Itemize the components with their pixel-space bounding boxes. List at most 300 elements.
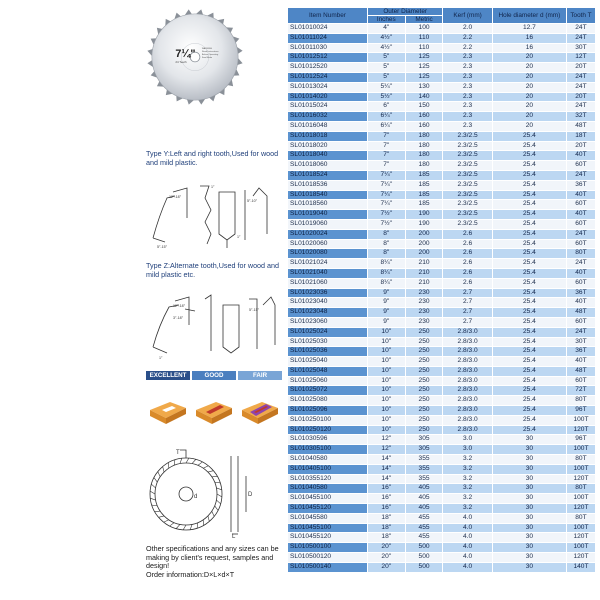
cell-tooth: 48T <box>566 308 595 318</box>
cell-tooth: 40T <box>566 298 595 308</box>
cell-kerf: 4.0 <box>443 523 492 533</box>
cell-in: 18" <box>367 533 405 543</box>
cell-kerf: 2.3/2.5 <box>443 131 492 141</box>
cell-tooth: 24T <box>566 33 595 43</box>
cell-mm: 405 <box>405 504 443 514</box>
cell-in: 10" <box>367 406 405 416</box>
cell-item: SL01012524 <box>288 72 368 82</box>
cell-hole: 25.4 <box>492 268 566 278</box>
cell-in: 20" <box>367 553 405 563</box>
table-row <box>288 33 596 43</box>
cell-in: 7¼" <box>367 190 405 200</box>
cell-mm: 500 <box>405 553 443 563</box>
table-row <box>288 308 596 318</box>
table-row <box>288 24 596 34</box>
blade-warning-2: Before Operating <box>201 54 219 57</box>
cell-item: SL01018018 <box>288 131 368 141</box>
cell-item: SL01030596 <box>288 435 368 445</box>
cell-mm: 405 <box>405 494 443 504</box>
dimension-tooth <box>159 516 164 517</box>
dimension-tooth <box>150 498 155 500</box>
cell-item: SL01019040 <box>288 210 368 220</box>
cell-tooth: 32T <box>566 112 595 122</box>
cell-mm: 100 <box>405 24 443 34</box>
cell-tooth: 24T <box>566 170 595 180</box>
table-row <box>288 494 596 504</box>
table-row <box>288 210 596 220</box>
cell-tooth: 24T <box>566 82 595 92</box>
cell-tooth: 24T <box>566 229 595 239</box>
cell-tooth: 18T <box>566 131 595 141</box>
cell-hole: 30 <box>492 513 566 523</box>
table-row <box>288 484 596 494</box>
table-row <box>288 327 596 337</box>
blade-warning-3: Saw Blade <box>201 56 213 59</box>
cell-hole: 25.4 <box>492 278 566 288</box>
cell-hole: 20 <box>492 82 566 92</box>
cell-tooth: 60T <box>566 376 595 386</box>
cell-mm: 210 <box>405 268 443 278</box>
type-y-angle-0: 12°-18° <box>169 195 182 199</box>
table-row <box>288 425 596 435</box>
cell-mm: 355 <box>405 474 443 484</box>
cell-kerf: 2.6 <box>443 278 492 288</box>
cell-item: SL01019060 <box>288 219 368 229</box>
dimension-tooth <box>151 484 155 488</box>
cell-kerf: 2.3/2.5 <box>443 141 492 151</box>
type-z-angle-0: 12°-18° <box>173 304 186 308</box>
cell-hole: 20 <box>492 121 566 131</box>
table-row <box>288 562 596 572</box>
cell-tooth: 20T <box>566 92 595 102</box>
cell-tooth: 36T <box>566 288 595 298</box>
cell-tooth: 60T <box>566 239 595 249</box>
type-z-angle-1: 3°-18° <box>173 316 184 320</box>
cell-item: SL010250100 <box>288 415 368 425</box>
cell-item: SL010500140 <box>288 562 368 572</box>
cell-in: 16" <box>367 484 405 494</box>
cell-tooth: 48T <box>566 366 595 376</box>
cell-tooth: 120T <box>566 425 595 435</box>
table-row <box>288 219 596 229</box>
dimension-tooth <box>154 478 157 483</box>
cell-hole: 25.4 <box>492 298 566 308</box>
cell-hole: 25.4 <box>492 425 566 435</box>
cell-in: 7¼" <box>367 200 405 210</box>
cell-item: SL01021060 <box>288 278 368 288</box>
cell-in: 10" <box>367 396 405 406</box>
dimension-tooth <box>197 523 198 529</box>
cell-tooth: 40T <box>566 151 595 161</box>
table-row <box>288 523 596 533</box>
cell-kerf: 2.8/3.0 <box>443 366 492 376</box>
cell-mm: 500 <box>405 562 443 572</box>
cell-mm: 305 <box>405 435 443 445</box>
cell-mm: 250 <box>405 337 443 347</box>
blade-dimension-diagram <box>146 446 266 538</box>
cell-tooth: 40T <box>566 210 595 220</box>
cell-item: SL01040580 <box>288 455 368 465</box>
header-outer-diameter: Outer Diameter <box>367 8 443 16</box>
cell-in: 10" <box>367 327 405 337</box>
cell-mm: 455 <box>405 523 443 533</box>
cell-item: SL01040580 <box>288 484 368 494</box>
cell-hole: 20 <box>492 112 566 122</box>
cell-kerf: 2.8/3.0 <box>443 347 492 357</box>
cell-in: 20" <box>367 543 405 553</box>
cell-hole: 25.4 <box>492 239 566 249</box>
cell-mm: 185 <box>405 180 443 190</box>
cell-in: 7" <box>367 151 405 161</box>
cell-hole: 30 <box>492 484 566 494</box>
cell-mm: 455 <box>405 513 443 523</box>
cell-kerf: 2.3 <box>443 82 492 92</box>
cell-mm: 210 <box>405 259 443 269</box>
cell-in: 5¼" <box>367 82 405 92</box>
dimension-tooth <box>216 500 220 504</box>
type-z-description: Type Z:Alternate tooth,Used for wood and mild plastic etc. <box>146 261 280 279</box>
notes-order-info: Order information:D×L×d×T <box>146 569 235 579</box>
cell-hole: 30 <box>492 445 566 455</box>
cell-tooth: 80T <box>566 455 595 465</box>
cell-mm: 250 <box>405 327 443 337</box>
cell-tooth: 20T <box>566 141 595 151</box>
dimension-tooth <box>215 506 218 511</box>
cell-kerf: 3.2 <box>443 455 492 465</box>
left-panel <box>0 0 285 600</box>
cell-hole: 25.4 <box>492 396 566 406</box>
cell-mm: 405 <box>405 484 443 494</box>
cell-hole: 25.4 <box>492 249 566 259</box>
cell-kerf: 2.3/2.5 <box>443 151 492 161</box>
table-row <box>288 259 596 269</box>
table-row <box>288 366 596 376</box>
cell-item: SL010405100 <box>288 464 368 474</box>
cell-tooth: 80T <box>566 249 595 259</box>
dimension-tooth <box>174 460 175 466</box>
type-z-tooth-diagram <box>145 289 283 363</box>
dim-label-l: L <box>232 534 236 538</box>
cell-item: SL01018020 <box>288 141 368 151</box>
cell-in: 7½" <box>367 219 405 229</box>
cell-item: SL01016048 <box>288 121 368 131</box>
cell-mm: 250 <box>405 406 443 416</box>
dimension-tooth <box>180 458 182 463</box>
cell-item: SL01013024 <box>288 82 368 92</box>
cell-tooth: 120T <box>566 553 595 563</box>
table-row <box>288 347 596 357</box>
cell-hole: 20 <box>492 63 566 73</box>
cell-kerf: 2.6 <box>443 259 492 269</box>
table-row <box>288 151 596 161</box>
type-z-angle-3: 1° <box>159 356 163 360</box>
cell-kerf: 2.3 <box>443 72 492 82</box>
table-row <box>288 474 596 484</box>
spec-table <box>287 7 596 573</box>
cell-in: 6" <box>367 102 405 112</box>
type-y-tooth-diagram <box>145 178 283 252</box>
table-row <box>288 102 596 112</box>
cell-item: SL01025072 <box>288 386 368 396</box>
cell-kerf: 4.0 <box>443 553 492 563</box>
type-y-angle-3: 1° <box>211 185 215 189</box>
cell-tooth: 60T <box>566 161 595 171</box>
cell-mm: 355 <box>405 464 443 474</box>
cell-hole: 25.4 <box>492 141 566 151</box>
dimension-tooth <box>212 511 214 516</box>
cell-mm: 250 <box>405 396 443 406</box>
cell-kerf: 3.0 <box>443 445 492 455</box>
cell-hole: 12.7 <box>492 24 566 34</box>
dim-label-d-outer: D <box>248 492 253 498</box>
cell-hole: 25.4 <box>492 190 566 200</box>
table-row <box>288 386 596 396</box>
table-row <box>288 141 596 151</box>
table-row <box>288 396 596 406</box>
cell-tooth: 120T <box>566 533 595 543</box>
cell-mm: 230 <box>405 317 443 327</box>
cell-kerf: 2.6 <box>443 239 492 249</box>
cell-mm: 200 <box>405 229 443 239</box>
cell-in: 7" <box>367 161 405 171</box>
cell-in: 16" <box>367 494 405 504</box>
dimension-tooth <box>158 472 160 477</box>
cell-kerf: 3.0 <box>443 435 492 445</box>
table-row <box>288 553 596 563</box>
cell-kerf: 2.6 <box>443 268 492 278</box>
quality-good-label: GOOD <box>192 371 236 380</box>
cell-kerf: 2.7 <box>443 308 492 318</box>
cell-mm: 190 <box>405 219 443 229</box>
cell-item: SL01011024 <box>288 33 368 43</box>
cell-mm: 125 <box>405 72 443 82</box>
cell-tooth: 30T <box>566 43 595 53</box>
notes-custom-sizes: Other specifications and any sizes can be making by client's request, samples and design! <box>146 544 279 571</box>
cell-kerf: 4.0 <box>443 513 492 523</box>
header-metric: Metric <box>405 16 443 24</box>
cell-kerf: 2.8/3.0 <box>443 337 492 347</box>
cell-kerf: 2.3/2.5 <box>443 170 492 180</box>
quality-fair-image <box>238 382 282 435</box>
cell-tooth: 96T <box>566 435 595 445</box>
dimension-tooth <box>198 462 203 465</box>
cell-hole: 30 <box>492 474 566 484</box>
table-row <box>288 278 596 288</box>
cell-tooth: 80T <box>566 513 595 523</box>
cell-hole: 25.4 <box>492 151 566 161</box>
table-row <box>288 161 596 171</box>
type-y-angle-2: 5°-10° <box>247 199 258 203</box>
cell-item: SL01012520 <box>288 63 368 73</box>
cell-hole: 20 <box>492 53 566 63</box>
blade-warning-0: WARNING <box>201 48 213 51</box>
cell-hole: 25.4 <box>492 170 566 180</box>
cell-in: 10" <box>367 425 405 435</box>
cell-kerf: 3.2 <box>443 484 492 494</box>
cell-in: 14" <box>367 455 405 465</box>
cell-kerf: 2.3 <box>443 53 492 63</box>
cell-mm: 210 <box>405 278 443 288</box>
dimension-tooth <box>208 471 213 472</box>
cell-tooth: 24T <box>566 24 595 34</box>
spec-table-body <box>288 24 596 573</box>
table-row <box>288 543 596 553</box>
cell-mm: 185 <box>405 190 443 200</box>
cell-kerf: 2.2 <box>443 43 492 53</box>
dim-label-t: T <box>176 450 180 456</box>
cell-in: 9" <box>367 298 405 308</box>
cell-hole: 30 <box>492 533 566 543</box>
cell-in: 10" <box>367 386 405 396</box>
dimension-tooth <box>150 491 155 494</box>
cell-kerf: 4.0 <box>443 533 492 543</box>
cell-hole: 16 <box>492 33 566 43</box>
cell-in: 20" <box>367 562 405 572</box>
cell-in: 5" <box>367 63 405 73</box>
cell-tooth: 96T <box>566 406 595 416</box>
cell-kerf: 4.0 <box>443 543 492 553</box>
table-row <box>288 435 596 445</box>
cell-hole: 25.4 <box>492 259 566 269</box>
cell-hole: 25.4 <box>492 200 566 210</box>
cell-mm: 250 <box>405 425 443 435</box>
cell-hole: 25.4 <box>492 180 566 190</box>
quality-good-image <box>192 382 236 435</box>
cell-item: SL01025060 <box>288 376 368 386</box>
cell-in: 6¼" <box>367 112 405 122</box>
table-row <box>288 229 596 239</box>
cell-kerf: 2.7 <box>443 288 492 298</box>
cell-mm: 250 <box>405 415 443 425</box>
cell-item: SL010355120 <box>288 474 368 484</box>
cell-in: 8" <box>367 249 405 259</box>
cell-in: 6¼" <box>367 121 405 131</box>
cell-mm: 180 <box>405 131 443 141</box>
cell-mm: 250 <box>405 386 443 396</box>
table-row <box>288 170 596 180</box>
table-row <box>288 357 596 367</box>
cell-item: SL01018560 <box>288 200 368 210</box>
cell-kerf: 2.7 <box>443 298 492 308</box>
cell-kerf: 2.3 <box>443 121 492 131</box>
dimension-tooth <box>192 459 196 463</box>
cell-kerf: 2.7 <box>443 317 492 327</box>
cell-item: SL010500120 <box>288 553 368 563</box>
cell-mm: 185 <box>405 200 443 210</box>
cell-tooth: 24T <box>566 259 595 269</box>
cell-in: 10" <box>367 337 405 347</box>
cell-tooth: 60T <box>566 200 595 210</box>
cell-item: SL01018040 <box>288 151 368 161</box>
cell-hole: 25.4 <box>492 161 566 171</box>
table-row <box>288 455 596 465</box>
dimension-tooth <box>203 466 208 468</box>
cell-kerf: 2.6 <box>443 229 492 239</box>
cell-in: 10" <box>367 347 405 357</box>
cell-kerf: 3.2 <box>443 504 492 514</box>
cell-item: SL01021024 <box>288 259 368 269</box>
cut-quality-header <box>146 371 282 380</box>
cell-mm: 110 <box>405 33 443 43</box>
cell-hole: 20 <box>492 72 566 82</box>
cell-tooth: 36T <box>566 347 595 357</box>
cell-in: 10" <box>367 357 405 367</box>
table-row <box>288 239 596 249</box>
cell-hole: 25.4 <box>492 415 566 425</box>
table-row <box>288 249 596 259</box>
cell-in: 7" <box>367 131 405 141</box>
cell-in: 8¼" <box>367 259 405 269</box>
cell-mm: 250 <box>405 366 443 376</box>
cell-mm: 250 <box>405 376 443 386</box>
cell-tooth: 140T <box>566 562 595 572</box>
table-row <box>288 200 596 210</box>
blade-sub-label: 24 Teeth <box>175 59 187 64</box>
cell-kerf: 2.8/3.0 <box>443 425 492 435</box>
blade-size-label: 7¼" <box>175 48 196 60</box>
table-row <box>288 406 596 416</box>
table-row <box>288 533 596 543</box>
cell-hole: 30 <box>492 504 566 514</box>
dimension-tooth <box>183 525 186 530</box>
cell-in: 12" <box>367 435 405 445</box>
cell-tooth: 60T <box>566 278 595 288</box>
cell-tooth: 20T <box>566 63 595 73</box>
dimension-tooth <box>208 516 209 521</box>
cell-item: SL01010024 <box>288 24 368 34</box>
cell-mm: 500 <box>405 543 443 553</box>
cell-kerf: 2.8/3.0 <box>443 386 492 396</box>
dimension-tooth <box>215 482 221 483</box>
cell-kerf: 2.2 <box>443 33 492 43</box>
saw-blade-photo <box>146 8 244 106</box>
cell-mm: 180 <box>405 161 443 171</box>
header-kerf: Kerf (mm) <box>443 8 492 24</box>
table-row <box>288 415 596 425</box>
table-row <box>288 82 596 92</box>
cell-in: 9" <box>367 288 405 298</box>
cell-item: SL01045580 <box>288 513 368 523</box>
quality-excellent-image <box>146 382 190 435</box>
table-row <box>288 337 596 347</box>
cell-mm: 125 <box>405 53 443 63</box>
cell-item: SL010455120 <box>288 533 368 543</box>
header-tooth: Tooth T <box>566 8 595 24</box>
cell-mm: 455 <box>405 533 443 543</box>
quality-fair-label: FAIR <box>238 371 282 380</box>
cell-mm: 305 <box>405 445 443 455</box>
cell-in: 8" <box>367 229 405 239</box>
cut-quality-panel <box>146 371 282 437</box>
cell-mm: 190 <box>405 210 443 220</box>
cell-in: 8" <box>367 239 405 249</box>
cell-kerf: 2.8/3.0 <box>443 415 492 425</box>
cell-hole: 25.4 <box>492 406 566 416</box>
dimension-tooth <box>176 524 180 528</box>
dimension-tooth <box>186 458 189 463</box>
cell-hole: 25.4 <box>492 210 566 220</box>
cell-hole: 25.4 <box>492 288 566 298</box>
cell-tooth: 24T <box>566 72 595 82</box>
cell-in: 9" <box>367 308 405 318</box>
cell-item: SL01018060 <box>288 161 368 171</box>
cell-tooth: 80T <box>566 396 595 406</box>
cell-item: SL010455100 <box>288 494 368 504</box>
cell-mm: 160 <box>405 112 443 122</box>
spec-table-wrapper <box>287 7 596 573</box>
cell-tooth: 72T <box>566 386 595 396</box>
cell-in: 4½" <box>367 43 405 53</box>
